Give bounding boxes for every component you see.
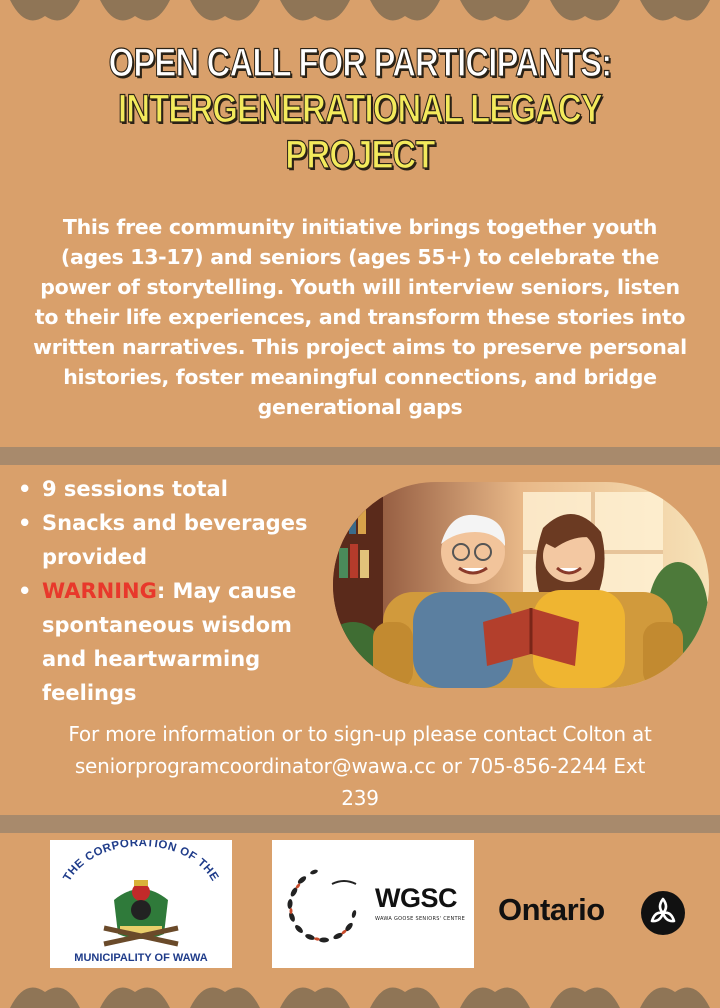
svg-text:THE CORPORATION OF THE — [61, 840, 220, 884]
bottom-scallop-border — [0, 972, 720, 1008]
list-item-warning — [16, 574, 336, 710]
top-scallop-border — [0, 0, 720, 36]
municipality-of-wawa-logo — [50, 840, 232, 968]
ontario-wordmark: Ontario — [498, 892, 605, 927]
divider-lower — [0, 815, 720, 833]
wawa-logo-top-text: THE CORPORATION OF THE — [61, 840, 221, 884]
wgsc-logo — [272, 840, 474, 968]
warning-label: WARNING — [42, 579, 157, 603]
title-line-2: INTERGENERATIONAL LEGACY — [118, 87, 602, 131]
list-item-text: Snacks and beverages provided — [42, 511, 308, 569]
contact-line-2[interactable]: seniorprogramcoordinator@wawa.cc or 705-856-2244 Ext — [74, 754, 646, 778]
contact-line-3: 239 — [341, 786, 379, 810]
wgsc-logo-name: WGSC — [375, 883, 457, 913]
senior-and-youth-reading-illustration — [333, 482, 709, 688]
divider-upper — [0, 447, 720, 465]
list-item-sessions — [16, 472, 336, 506]
goose-feather-circle-icon — [272, 840, 372, 968]
feature-list — [16, 472, 336, 710]
warning-text: : May cause spontaneous wisdom and heartwarming feelings — [42, 579, 297, 705]
list-item-snacks — [16, 506, 336, 574]
wgsc-logo-fullname: WAWA GOOSE SENIORS' CENTRE — [375, 916, 466, 922]
wawa-logo-bottom-text: MUNICIPALITY OF WAWA — [74, 952, 208, 964]
title-line-3: PROJECT — [285, 133, 435, 177]
intro-paragraph: This free community initiative brings together youth (ages 13-17) and seniors (ages 55+) to celebrate the power of storytelling. Youth will interview seniors, listen to their life experiences, and transform these stories into written narratives. This project aims to preserve personal histories, foster meaningful connections, and bridge generational gaps — [33, 215, 687, 419]
list-item-text: 9 sessions total — [42, 477, 228, 501]
contact-info — [10, 718, 710, 814]
title-line-1: OPEN CALL FOR PARTICIPANTS: — [108, 41, 612, 85]
contact-line-1: For more information or to sign-up please contact Colton at — [68, 722, 652, 746]
ontario-trillium-icon — [640, 890, 686, 936]
page-title — [0, 40, 720, 178]
